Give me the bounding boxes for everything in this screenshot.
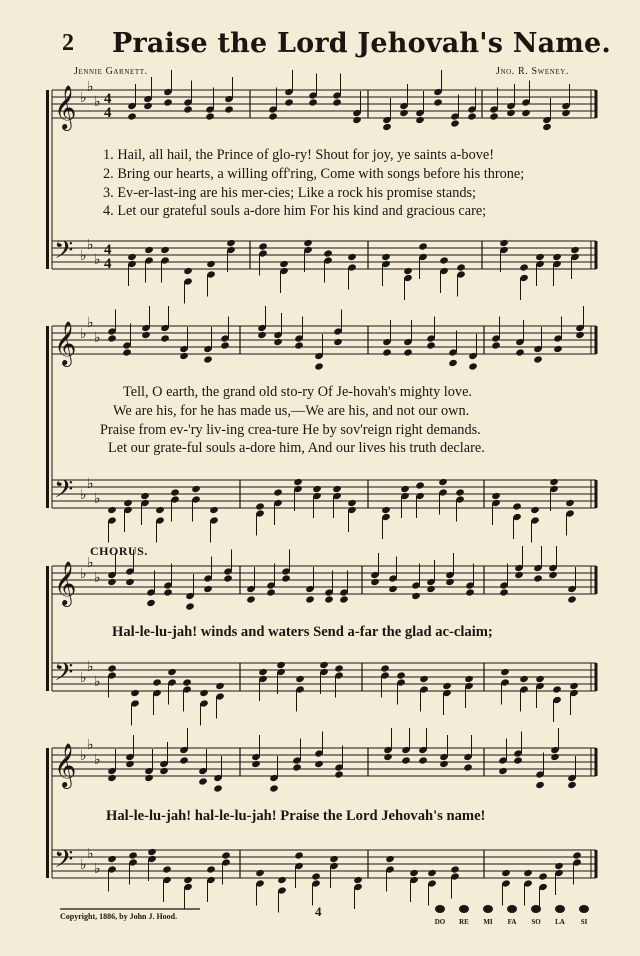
note-head	[383, 753, 393, 761]
flat-sign: ♭	[94, 752, 101, 768]
solfege-note-icon	[531, 905, 541, 913]
note-head	[575, 331, 585, 339]
note-head	[415, 116, 425, 124]
note-head	[456, 263, 466, 271]
treble-clef: 𝄞	[54, 561, 77, 605]
note-head	[305, 595, 315, 603]
note-head	[519, 675, 529, 683]
bass-clef: 𝄢	[54, 845, 74, 880]
note-head	[403, 348, 413, 356]
flat-sign: ♭	[87, 79, 94, 95]
verse-line: Let our grate-ful souls a-dore him, And our lives his truth declare.	[108, 440, 485, 456]
note-head	[314, 362, 324, 370]
note-head	[273, 338, 283, 346]
treble-clef: 𝄞	[54, 321, 77, 365]
time-signature: 4	[104, 242, 112, 258]
note-head	[399, 109, 409, 117]
note-head	[215, 682, 225, 690]
note-head	[183, 105, 193, 113]
note-head	[396, 671, 406, 679]
note-head	[294, 341, 304, 349]
note-head	[463, 763, 473, 771]
lyricist-credit: Jennie Garnett.	[74, 66, 148, 77]
note-head	[418, 756, 428, 764]
copyright-notice: Copyright, 1886, by John J. Hood.	[60, 912, 178, 921]
note-head	[491, 341, 501, 349]
note-head	[465, 588, 475, 596]
treble-clef: 𝄞	[54, 743, 77, 787]
note-head	[400, 485, 410, 493]
note-head	[499, 588, 509, 596]
chorus-label: CHORUS.	[90, 544, 148, 558]
note-head	[332, 98, 342, 106]
note-head	[127, 253, 137, 261]
note-head	[565, 499, 575, 507]
note-head	[141, 331, 151, 339]
system-bracket	[46, 566, 49, 691]
note-head	[448, 359, 458, 367]
note-head	[535, 781, 545, 789]
note-head	[382, 348, 392, 356]
treble-clef: 𝄞	[54, 85, 77, 129]
note-head	[122, 348, 132, 356]
note-head	[548, 571, 558, 579]
note-head	[549, 478, 559, 486]
solfege-syllable: LA	[555, 918, 565, 926]
note-head	[382, 123, 392, 131]
note-head	[370, 578, 380, 586]
note-head	[147, 848, 157, 856]
verse-line: 1. Hail, all hail, the Prince of glo-ry! Shout for joy, ye saints a-bove!	[103, 147, 494, 163]
note-head	[535, 253, 545, 261]
verse-line: 3. Ev-er-last-ing are his mer-cies; Like a rock his promise stands;	[103, 185, 477, 201]
note-head	[107, 664, 117, 672]
note-head	[179, 756, 189, 764]
system-bracket	[46, 326, 49, 508]
note-head	[257, 331, 267, 339]
note-head	[295, 675, 305, 683]
note-head	[334, 770, 344, 778]
note-head	[553, 345, 563, 353]
note-head	[221, 851, 231, 859]
note-head	[246, 595, 256, 603]
note-head	[191, 485, 201, 493]
time-signature: 4	[104, 256, 112, 272]
note-head	[277, 876, 287, 884]
flat-sign: ♭	[94, 491, 101, 507]
note-head	[220, 341, 230, 349]
note-head	[206, 865, 216, 873]
note-head	[498, 767, 508, 775]
composer-credit: Jno. R. Sweney.	[496, 66, 570, 77]
note-head	[128, 851, 138, 859]
note-head	[419, 675, 429, 683]
note-head	[107, 334, 117, 342]
flat-sign: ♭	[87, 846, 94, 862]
note-head	[329, 855, 339, 863]
note-head	[439, 760, 449, 768]
bass-clef: 𝄢	[54, 475, 74, 510]
note-head	[352, 116, 362, 124]
note-head	[464, 675, 474, 683]
note-head	[205, 112, 215, 120]
note-head	[314, 760, 324, 768]
note-head	[223, 574, 233, 582]
solfege-syllable: MI	[483, 918, 493, 926]
note-head	[167, 668, 177, 676]
note-head	[273, 488, 283, 496]
time-signature: 4	[104, 105, 112, 121]
flat-sign: ♭	[94, 330, 101, 346]
note-head	[213, 784, 223, 792]
flat-sign: ♭	[80, 487, 87, 503]
note-head	[468, 362, 478, 370]
note-head	[542, 123, 552, 131]
page-number: 4	[315, 904, 322, 919]
note-head	[572, 851, 582, 859]
verse-line: Praise from ev-'ry liv-ing crea-ture He by sov'reign right demands.	[100, 422, 481, 438]
note-head	[224, 105, 234, 113]
note-head	[538, 872, 548, 880]
note-head	[381, 253, 391, 261]
solfege-syllable: RE	[459, 918, 469, 926]
flat-sign: ♭	[80, 566, 87, 582]
note-head	[144, 246, 154, 254]
flat-sign: ♭	[80, 857, 87, 873]
note-head	[143, 102, 153, 110]
flat-sign: ♭	[94, 674, 101, 690]
flat-sign: ♭	[87, 476, 94, 492]
note-head	[339, 595, 349, 603]
system-bracket	[46, 90, 49, 269]
note-head	[311, 872, 321, 880]
note-head	[569, 682, 579, 690]
note-head	[323, 249, 333, 257]
note-head	[209, 506, 219, 514]
bass-clef: 𝄢	[54, 236, 74, 271]
solfege-note-icon	[459, 905, 469, 913]
note-head	[438, 478, 448, 486]
note-head	[160, 334, 170, 342]
flat-sign: ♭	[87, 237, 94, 253]
solfege-note-icon	[483, 905, 493, 913]
note-head	[512, 502, 522, 510]
note-head	[523, 869, 533, 877]
note-head	[160, 246, 170, 254]
note-head	[279, 260, 289, 268]
note-head	[533, 355, 543, 363]
flat-sign: ♭	[80, 326, 87, 342]
note-head	[266, 588, 276, 596]
verse-line: 2. Bring our hearts, a willing off'ring, Come with songs before his throne;	[103, 166, 525, 182]
note-head	[380, 664, 390, 672]
verse-line: We are his, for he has made us,—We are his, and not our own.	[113, 403, 470, 419]
note-head	[501, 869, 511, 877]
note-head	[170, 488, 180, 496]
note-head	[199, 689, 209, 697]
note-head	[403, 267, 413, 275]
note-head	[519, 263, 529, 271]
note-head	[445, 578, 455, 586]
flat-sign: ♭	[94, 570, 101, 586]
note-head	[107, 578, 117, 586]
note-head	[426, 341, 436, 349]
note-head	[324, 595, 334, 603]
note-head	[552, 253, 562, 261]
flat-sign: ♭	[87, 737, 94, 753]
note-head	[127, 112, 137, 120]
hymn-title: Praise the Lord Jehovah's Name.	[112, 28, 612, 59]
note-head	[251, 760, 261, 768]
note-head	[308, 98, 318, 106]
solfege-note-icon	[507, 905, 517, 913]
note-head	[203, 585, 213, 593]
note-head	[333, 338, 343, 346]
note-head	[427, 869, 437, 877]
note-head	[567, 781, 577, 789]
note-head	[284, 98, 294, 106]
note-head	[162, 865, 172, 873]
note-head	[561, 109, 571, 117]
solfege-syllable: DO	[434, 918, 446, 926]
note-head	[506, 109, 516, 117]
flat-sign: ♭	[87, 555, 94, 571]
note-head	[521, 109, 531, 117]
note-head	[533, 574, 543, 582]
note-head	[123, 499, 133, 507]
chorus-lyric-line: Hal-le-lu-jah! winds and waters Send a-far the glad ac-claim;	[112, 624, 493, 640]
note-head	[107, 855, 117, 863]
note-head	[388, 585, 398, 593]
note-head	[292, 763, 302, 771]
note-head	[269, 784, 279, 792]
note-head	[411, 592, 421, 600]
note-head	[450, 119, 460, 127]
flat-sign: ♭	[80, 90, 87, 106]
note-head	[255, 869, 265, 877]
note-head	[439, 256, 449, 264]
note-head	[353, 876, 363, 884]
flat-sign: ♭	[80, 748, 87, 764]
note-head	[155, 506, 165, 514]
verse-line: Tell, O earth, the grand old sto-ry Of Je-hovah's mighty love.	[123, 384, 472, 400]
note-head	[258, 668, 268, 676]
note-head	[499, 239, 509, 247]
time-signature: 4	[104, 91, 112, 107]
note-head	[347, 499, 357, 507]
note-head	[303, 239, 313, 247]
note-head	[312, 485, 322, 493]
note-head	[535, 675, 545, 683]
note-head	[183, 267, 193, 275]
note-head	[491, 492, 501, 500]
note-head	[276, 661, 286, 669]
note-head	[159, 767, 169, 775]
note-head	[163, 98, 173, 106]
note-head	[442, 682, 452, 690]
note-head	[514, 571, 524, 579]
note-head	[450, 865, 460, 873]
note-head	[334, 664, 344, 672]
note-head	[152, 678, 162, 686]
note-head	[130, 689, 140, 697]
note-head	[385, 855, 395, 863]
note-head	[268, 112, 278, 120]
note-head	[347, 253, 357, 261]
hymn-number: 2	[62, 30, 74, 56]
note-head	[226, 239, 236, 247]
note-head	[433, 98, 443, 106]
solfege-note-icon	[579, 905, 589, 913]
note-head	[552, 685, 562, 693]
solfege-syllable: FA	[507, 918, 517, 926]
chorus-lyric-line: Hal-le-lu-jah! hal-le-lu-jah! Praise the Lord Jehovah's name!	[106, 808, 486, 824]
note-head	[550, 753, 560, 761]
note-head	[107, 774, 117, 782]
note-head	[294, 851, 304, 859]
system-bracket	[46, 748, 49, 878]
note-head	[515, 348, 525, 356]
note-head	[125, 578, 135, 586]
flat-sign: ♭	[87, 315, 94, 331]
note-head	[146, 599, 156, 607]
note-head	[530, 506, 540, 514]
note-head	[381, 506, 391, 514]
solfege-syllable: SI	[580, 918, 588, 926]
flat-sign: ♭	[94, 252, 101, 268]
note-head	[144, 774, 154, 782]
note-head	[500, 668, 510, 676]
note-head	[183, 876, 193, 884]
note-head	[281, 574, 291, 582]
note-head	[293, 478, 303, 486]
note-head	[570, 246, 580, 254]
note-head	[513, 756, 523, 764]
solfege-note-icon	[555, 905, 565, 913]
note-head	[125, 760, 135, 768]
note-head	[455, 488, 465, 496]
note-head	[198, 777, 208, 785]
note-head	[258, 242, 268, 250]
note-head	[206, 260, 216, 268]
flat-sign: ♭	[94, 861, 101, 877]
note-head	[409, 869, 419, 877]
note-head	[467, 112, 477, 120]
verse-line: 4. Let our grateful souls a-dore him For his kind and gracious care;	[103, 203, 487, 219]
note-head	[185, 602, 195, 610]
note-head	[489, 112, 499, 120]
note-head	[401, 756, 411, 764]
note-head	[426, 585, 436, 593]
flat-sign: ♭	[94, 94, 101, 110]
flat-sign: ♭	[80, 670, 87, 686]
bass-clef: 𝄢	[54, 658, 74, 693]
solfege-syllable: SO	[531, 918, 541, 926]
flat-sign: ♭	[80, 248, 87, 264]
note-head	[179, 352, 189, 360]
flat-sign: ♭	[87, 659, 94, 675]
note-head	[203, 355, 213, 363]
note-head	[255, 502, 265, 510]
note-head	[332, 485, 342, 493]
note-head	[163, 588, 173, 596]
note-head	[319, 661, 329, 669]
note-head	[415, 481, 425, 489]
note-head	[140, 492, 150, 500]
note-head	[107, 506, 117, 514]
note-head	[554, 862, 564, 870]
note-head	[567, 595, 577, 603]
note-head	[418, 242, 428, 250]
note-head	[182, 678, 192, 686]
solfege-note-icon	[435, 905, 445, 913]
